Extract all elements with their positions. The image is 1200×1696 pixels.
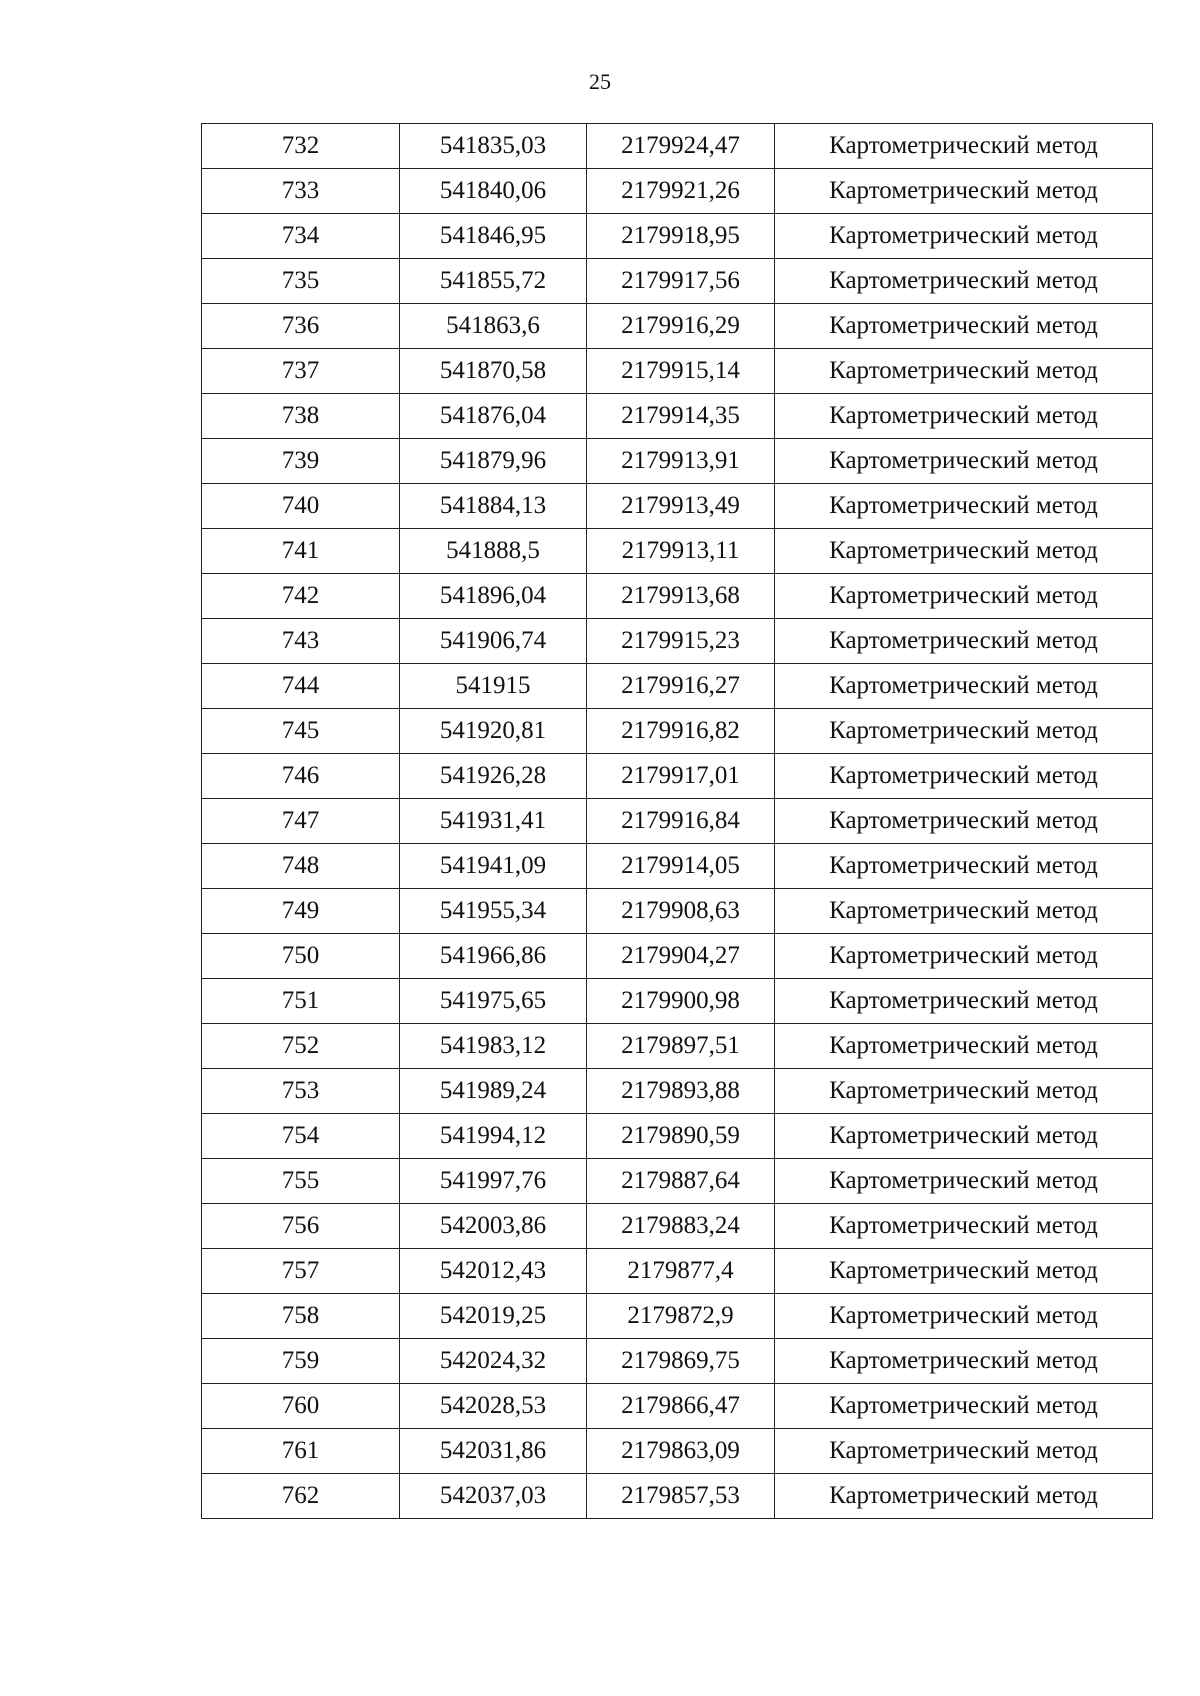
x-coordinate-cell: 541876,04 — [400, 394, 587, 439]
point-number-cell: 759 — [202, 1339, 400, 1384]
y-coordinate-cell: 2179913,49 — [587, 484, 775, 529]
y-coordinate-cell: 2179917,01 — [587, 754, 775, 799]
x-coordinate-cell: 541870,58 — [400, 349, 587, 394]
table-row — [202, 1474, 1153, 1519]
y-coordinate-cell: 2179863,09 — [587, 1429, 775, 1474]
method-cell: Картометрический метод — [775, 934, 1153, 979]
y-coordinate-cell: 2179918,95 — [587, 214, 775, 259]
point-number-cell: 741 — [202, 529, 400, 574]
table-row — [202, 619, 1153, 664]
x-coordinate-cell: 541966,86 — [400, 934, 587, 979]
table-row — [202, 934, 1153, 979]
y-coordinate-cell: 2179890,59 — [587, 1114, 775, 1159]
coordinates-table-body — [202, 124, 1153, 1519]
table-row — [202, 1204, 1153, 1249]
x-coordinate-cell: 541863,6 — [400, 304, 587, 349]
point-number-cell: 760 — [202, 1384, 400, 1429]
method-cell: Картометрический метод — [775, 619, 1153, 664]
method-cell: Картометрический метод — [775, 1204, 1153, 1249]
y-coordinate-cell: 2179917,56 — [587, 259, 775, 304]
x-coordinate-cell: 541926,28 — [400, 754, 587, 799]
point-number-cell: 756 — [202, 1204, 400, 1249]
x-coordinate-cell: 541983,12 — [400, 1024, 587, 1069]
x-coordinate-cell: 542024,32 — [400, 1339, 587, 1384]
method-cell: Картометрический метод — [775, 394, 1153, 439]
x-coordinate-cell: 542037,03 — [400, 1474, 587, 1519]
y-coordinate-cell: 2179887,64 — [587, 1159, 775, 1204]
point-number-cell: 762 — [202, 1474, 400, 1519]
x-coordinate-cell: 541994,12 — [400, 1114, 587, 1159]
method-cell: Картометрический метод — [775, 844, 1153, 889]
x-coordinate-cell: 542031,86 — [400, 1429, 587, 1474]
method-cell: Картометрический метод — [775, 1024, 1153, 1069]
method-cell: Картометрический метод — [775, 349, 1153, 394]
coordinates-table — [201, 123, 1153, 1519]
point-number-cell: 748 — [202, 844, 400, 889]
x-coordinate-cell: 541920,81 — [400, 709, 587, 754]
x-coordinate-cell: 541989,24 — [400, 1069, 587, 1114]
point-number-cell: 736 — [202, 304, 400, 349]
y-coordinate-cell: 2179914,35 — [587, 394, 775, 439]
point-number-cell: 749 — [202, 889, 400, 934]
page-number: 25 — [589, 69, 611, 94]
table-row — [202, 349, 1153, 394]
method-cell: Картометрический метод — [775, 1429, 1153, 1474]
x-coordinate-cell: 541931,41 — [400, 799, 587, 844]
point-number-cell: 732 — [202, 124, 400, 169]
table-row — [202, 844, 1153, 889]
table-row — [202, 799, 1153, 844]
table-row — [202, 259, 1153, 304]
x-coordinate-cell: 541879,96 — [400, 439, 587, 484]
y-coordinate-cell: 2179914,05 — [587, 844, 775, 889]
method-cell: Картометрический метод — [775, 1114, 1153, 1159]
method-cell: Картометрический метод — [775, 124, 1153, 169]
method-cell: Картометрический метод — [775, 259, 1153, 304]
y-coordinate-cell: 2179916,82 — [587, 709, 775, 754]
table-row — [202, 529, 1153, 574]
point-number-cell: 746 — [202, 754, 400, 799]
y-coordinate-cell: 2179924,47 — [587, 124, 775, 169]
point-number-cell: 738 — [202, 394, 400, 439]
x-coordinate-cell: 541884,13 — [400, 484, 587, 529]
x-coordinate-cell: 541888,5 — [400, 529, 587, 574]
x-coordinate-cell: 541906,74 — [400, 619, 587, 664]
method-cell: Картометрический метод — [775, 664, 1153, 709]
table-row — [202, 754, 1153, 799]
table-row — [202, 1429, 1153, 1474]
x-coordinate-cell: 542012,43 — [400, 1249, 587, 1294]
point-number-cell: 734 — [202, 214, 400, 259]
table-row — [202, 304, 1153, 349]
y-coordinate-cell: 2179877,4 — [587, 1249, 775, 1294]
table-row — [202, 1384, 1153, 1429]
method-cell: Картометрический метод — [775, 1249, 1153, 1294]
table-row — [202, 484, 1153, 529]
y-coordinate-cell: 2179869,75 — [587, 1339, 775, 1384]
y-coordinate-cell: 2179872,9 — [587, 1294, 775, 1339]
method-cell: Картометрический метод — [775, 979, 1153, 1024]
point-number-cell: 747 — [202, 799, 400, 844]
y-coordinate-cell: 2179866,47 — [587, 1384, 775, 1429]
point-number-cell: 739 — [202, 439, 400, 484]
table-row — [202, 1024, 1153, 1069]
x-coordinate-cell: 541955,34 — [400, 889, 587, 934]
method-cell: Картометрический метод — [775, 1339, 1153, 1384]
point-number-cell: 745 — [202, 709, 400, 754]
point-number-cell: 733 — [202, 169, 400, 214]
y-coordinate-cell: 2179857,53 — [587, 1474, 775, 1519]
method-cell: Картометрический метод — [775, 529, 1153, 574]
method-cell: Картометрический метод — [775, 709, 1153, 754]
x-coordinate-cell: 541896,04 — [400, 574, 587, 619]
method-cell: Картометрический метод — [775, 1294, 1153, 1339]
point-number-cell: 753 — [202, 1069, 400, 1114]
method-cell: Картометрический метод — [775, 799, 1153, 844]
x-coordinate-cell: 541840,06 — [400, 169, 587, 214]
method-cell: Картометрический метод — [775, 169, 1153, 214]
point-number-cell: 761 — [202, 1429, 400, 1474]
point-number-cell: 752 — [202, 1024, 400, 1069]
point-number-cell: 754 — [202, 1114, 400, 1159]
point-number-cell: 743 — [202, 619, 400, 664]
table-row — [202, 1339, 1153, 1384]
y-coordinate-cell: 2179916,27 — [587, 664, 775, 709]
y-coordinate-cell: 2179913,91 — [587, 439, 775, 484]
x-coordinate-cell: 542028,53 — [400, 1384, 587, 1429]
table-row — [202, 169, 1153, 214]
point-number-cell: 735 — [202, 259, 400, 304]
x-coordinate-cell: 541846,95 — [400, 214, 587, 259]
y-coordinate-cell: 2179913,11 — [587, 529, 775, 574]
x-coordinate-cell: 541997,76 — [400, 1159, 587, 1204]
method-cell: Картометрический метод — [775, 754, 1153, 799]
table-row — [202, 709, 1153, 754]
method-cell: Картометрический метод — [775, 1384, 1153, 1429]
table-row — [202, 1159, 1153, 1204]
point-number-cell: 758 — [202, 1294, 400, 1339]
x-coordinate-cell: 542003,86 — [400, 1204, 587, 1249]
table-row — [202, 124, 1153, 169]
table-row — [202, 979, 1153, 1024]
y-coordinate-cell: 2179916,84 — [587, 799, 775, 844]
y-coordinate-cell: 2179897,51 — [587, 1024, 775, 1069]
x-coordinate-cell: 541915 — [400, 664, 587, 709]
table-row — [202, 394, 1153, 439]
table-row — [202, 1294, 1153, 1339]
table-row — [202, 1114, 1153, 1159]
point-number-cell: 751 — [202, 979, 400, 1024]
method-cell: Картометрический метод — [775, 484, 1153, 529]
x-coordinate-cell: 541855,72 — [400, 259, 587, 304]
y-coordinate-cell: 2179913,68 — [587, 574, 775, 619]
y-coordinate-cell: 2179900,98 — [587, 979, 775, 1024]
x-coordinate-cell: 541835,03 — [400, 124, 587, 169]
point-number-cell: 740 — [202, 484, 400, 529]
table-row — [202, 664, 1153, 709]
y-coordinate-cell: 2179883,24 — [587, 1204, 775, 1249]
y-coordinate-cell: 2179915,23 — [587, 619, 775, 664]
y-coordinate-cell: 2179904,27 — [587, 934, 775, 979]
y-coordinate-cell: 2179916,29 — [587, 304, 775, 349]
table-row — [202, 439, 1153, 484]
table-row — [202, 1069, 1153, 1114]
method-cell: Картометрический метод — [775, 1159, 1153, 1204]
table-row — [202, 889, 1153, 934]
method-cell: Картометрический метод — [775, 889, 1153, 934]
y-coordinate-cell: 2179908,63 — [587, 889, 775, 934]
y-coordinate-cell: 2179893,88 — [587, 1069, 775, 1114]
point-number-cell: 742 — [202, 574, 400, 619]
method-cell: Картометрический метод — [775, 1474, 1153, 1519]
x-coordinate-cell: 541975,65 — [400, 979, 587, 1024]
method-cell: Картометрический метод — [775, 574, 1153, 619]
x-coordinate-cell: 542019,25 — [400, 1294, 587, 1339]
table-row — [202, 574, 1153, 619]
method-cell: Картометрический метод — [775, 1069, 1153, 1114]
point-number-cell: 755 — [202, 1159, 400, 1204]
y-coordinate-cell: 2179915,14 — [587, 349, 775, 394]
method-cell: Картометрический метод — [775, 214, 1153, 259]
point-number-cell: 750 — [202, 934, 400, 979]
table-row — [202, 214, 1153, 259]
method-cell: Картометрический метод — [775, 439, 1153, 484]
point-number-cell: 757 — [202, 1249, 400, 1294]
point-number-cell: 744 — [202, 664, 400, 709]
method-cell: Картометрический метод — [775, 304, 1153, 349]
point-number-cell: 737 — [202, 349, 400, 394]
y-coordinate-cell: 2179921,26 — [587, 169, 775, 214]
table-row — [202, 1249, 1153, 1294]
x-coordinate-cell: 541941,09 — [400, 844, 587, 889]
